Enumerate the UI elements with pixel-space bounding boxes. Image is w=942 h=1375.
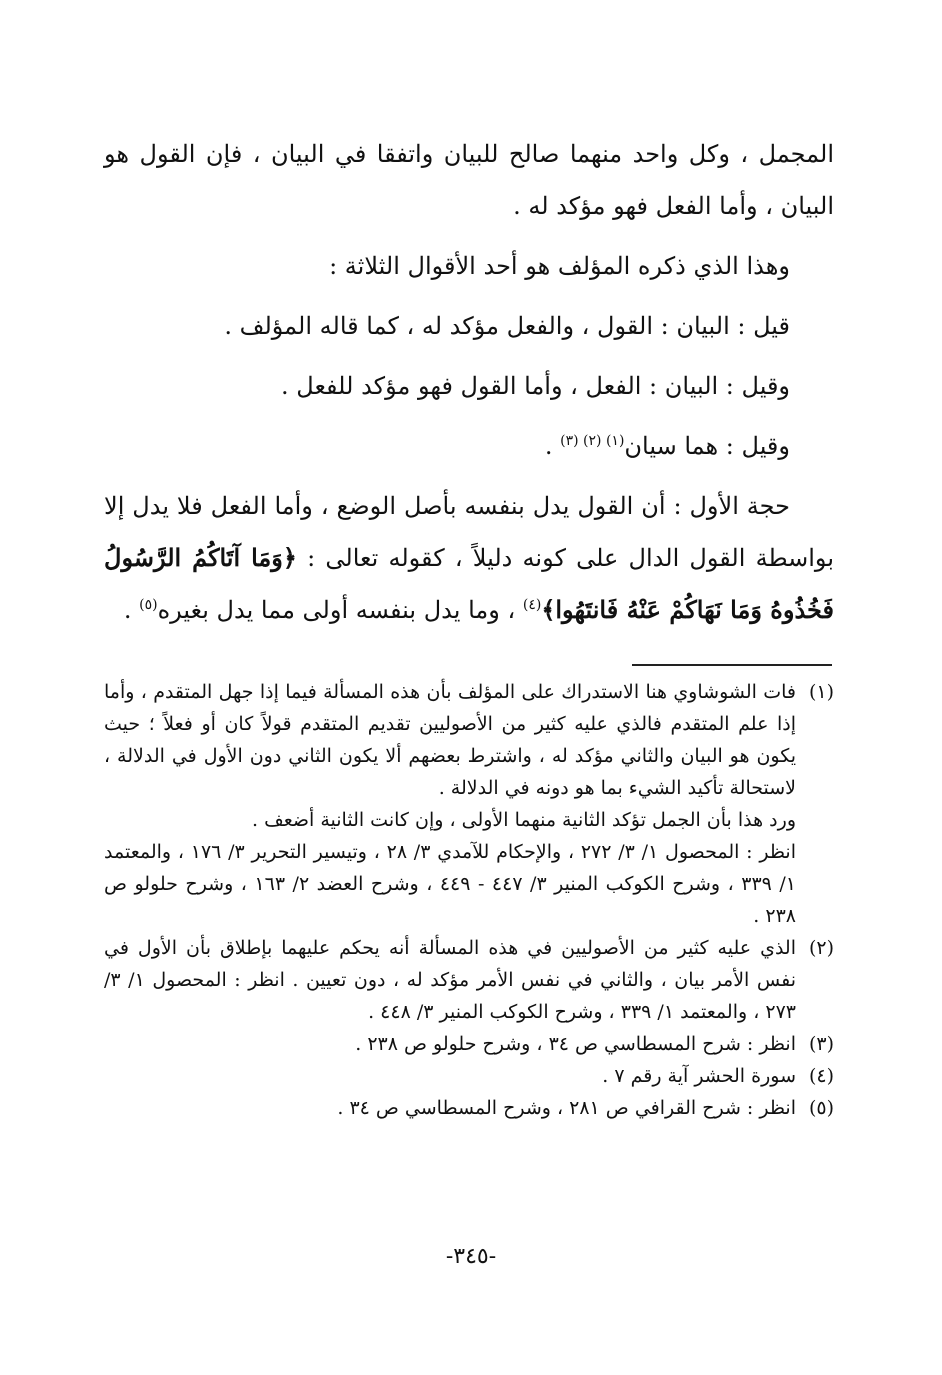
footnote-line: انظر : شرح القرافي ص ٢٨١ ، وشرح المسطاسي ص ٣٤ . [337,1097,796,1119]
paragraph-6-part2: ، وما يدل بنفسه أولى مما يدل بغيره [157,596,523,624]
footnotes [104,676,834,1124]
footnote-number: (١) [808,681,834,703]
footnote-2 [104,932,834,1028]
paragraph-4: وقيل : البيان : الفعل ، وأما القول فهو مؤكد للفعل . [281,372,790,400]
footnote-4 [104,1060,834,1092]
quran-verse: ﴿وَمَا آتَاكُمُ الرَّسُولُ فَخُذُوهُ وَمَا نَهَاكُمْ عَنْهُ فَانتَهُوا﴾ [104,543,834,624]
footnote-line: انظر : المحصول ١/ ٣/ ٢٧٢ ، والإحكام للآمدي ٣/ ٢٨ ، وتيسير التحرير ٣/ ١٧٦ ، والمعتمد ١/ ٣٣٩ ، وشرح الكوكب المنير ٣/ ٤٤٧ - ٤٤٩ ، وشرح العضد ٢/ ١٦٣ ، وشرح حلولو ص ٢٣٨ . [104,841,796,927]
paragraph-5-end: . [544,432,561,460]
footnote-1 [104,676,834,932]
footnote-refs-1-3: (١) (٢) (٣) [560,433,625,449]
footnote-number: (٣) [808,1033,834,1055]
footnote-divider [632,664,832,666]
paragraph-5-text: وقيل : هما سيان [624,432,790,460]
footnote-number: (٥) [808,1097,834,1119]
page-number: -٣٤٥- [445,1244,497,1269]
paragraph-6-part1: حجة الأول : أن القول يدل بنفسه بأصل الوضع ، وأما الفعل فلا يدل إلا بواسطة القول الدال على كونه دليلاً ، كقوله تعالى : [104,492,835,572]
footnote-line: الذي عليه كثير من الأصوليين في هذه المسألة أنه يحكم عليهما بإطلاق بأن الأول في نفس الأمر بيان ، والثاني في نفس الأمر مؤكد له ، دون تعيين . انظر : المحصول ١/ ٣/ ٢٧٣ ، والمعتمد ١/ ٣٣٩ ، وشرح الكوكب المنير ٣/ ٤٤٨ . [104,937,796,1023]
footnote-line: سورة الحشر آية رقم ٧ . [602,1065,796,1087]
paragraph-2: وهذا الذي ذكره المؤلف هو أحد الأقوال الثلاثة : [329,252,790,280]
main-text [104,128,834,636]
footnote-number: (٢) [808,937,834,959]
footnote-ref-4: (٤) [522,597,542,613]
paragraph-6 [104,480,834,636]
footnote-5 [104,1092,834,1124]
footnote-number: (٤) [808,1065,834,1087]
paragraph-3: قيل : البيان : القول ، والفعل مؤكد له ، كما قاله المؤلف . [224,312,790,340]
paragraph-1: المجمل ، وكل واحد منهما صالح للبيان واتفقا في البيان ، فإن القول هو البيان ، وأما الفعل فهو مؤكد له . [104,140,834,220]
paragraph-6-end: . [123,596,140,624]
paragraph-5 [104,420,834,472]
footnote-line: انظر : شرح المسطاسي ص ٣٤ ، وشرح حلولو ص ٢٣٨ . [355,1033,796,1055]
footnote-ref-5: (٥) [139,597,158,613]
footnote-3 [104,1028,834,1060]
footnote-line: فات الشوشاوي هنا الاستدراك على المؤلف بأن هذه المسألة فيما إذا جهل المتقدم ، وأما إذا علم المتقدم فالذي عليه كثير من الأصوليين تقديم المتقدم قولاً كان أو فعلاً ؛ حيث يكون هو البيان والثاني مؤكد له ، واشترط بعضهم ألا يكون الثاني دون الأول في الدلالة ، لاستحالة تأكيد الشيء بما هو دونه في الدلالة . [104,681,796,799]
footnote-line: ورد هذا بأن الجمل تؤكد الثانية منهما الأولى ، وإن كانت الثانية أضعف . [251,809,796,831]
